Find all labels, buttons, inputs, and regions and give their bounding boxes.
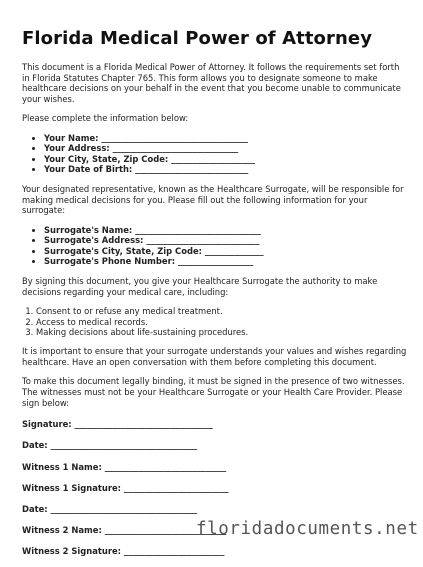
- witness-instructions-paragraph: To make this document legally binding, it must be signed in the presence of two witnesses. The witnesses must not be your Healthcare Surrogate or your Health Care Provider. Please sign below:: [22, 376, 405, 408]
- date-line: Date: ___________________________________: [22, 440, 198, 451]
- surrogate-name-field: • Surrogate's Name: ______________________________: [44, 225, 407, 235]
- surrogate-intro-paragraph: Your designated representative, known as the Healthcare Surrogate, will be responsible for making medical decisions for you. Please fill out the following information for your surrogate:: [22, 184, 404, 216]
- importance-paragraph: It is important to ensure that your surrogate understands your values and wishes regarding healthcare. Have an open conversation with them before completing this document.: [22, 346, 407, 367]
- authority-intro-paragraph: By signing this document, you give your Healthcare Surrogate the authority to make decisions regarding your medical care, including:: [22, 276, 378, 297]
- principal-dob-field: • Your Date of Birth: ___________________________: [44, 164, 407, 174]
- witness-1-name-line: Witness 1 Name: _____________________________: [22, 461, 227, 472]
- document-page: [22, 28, 407, 567]
- complete-prompt: Please complete the information below:: [22, 113, 189, 124]
- witness-2-name-line: Witness 2 Name: _____________________________: [22, 525, 227, 536]
- principal-address-field: • Your Address: ______________________________: [44, 143, 407, 153]
- witness-2-signature-line: Witness 2 Signature: ________________________: [22, 546, 225, 557]
- witness-date-line: Date: ___________________________________: [22, 503, 198, 514]
- signature-line: Signature: _________________________________: [22, 419, 213, 430]
- principal-city-field: • Your City, State, Zip Code: ____________________: [44, 154, 407, 164]
- authority-item: 3. Making decisions about life-sustaining procedures.: [36, 327, 407, 337]
- authority-item: 2. Access to medical records.: [36, 317, 407, 327]
- intro-paragraph: This document is a Florida Medical Power of Attorney. It follows the requirements set forth in Florida Statutes Chapter 765. This form allows you to designate someone to make healthcare decisions on your behalf in the event that you become unable to communicate your wishes.: [22, 62, 401, 104]
- authority-item: 1. Consent to or refuse any medical treatment.: [36, 306, 407, 316]
- witness-1-signature-line: Witness 1 Signature: _________________________: [22, 482, 229, 493]
- principal-fields-list: [22, 133, 407, 174]
- site-watermark: floridadocuments.net: [196, 519, 419, 539]
- surrogate-fields-list: [22, 225, 407, 266]
- surrogate-phone-field: • Surrogate's Phone Number: __________________: [44, 256, 407, 266]
- surrogate-city-field: • Surrogate's City, State, Zip Code: ______________: [44, 246, 407, 256]
- surrogate-address-field: • Surrogate's Address: ___________________________: [44, 235, 407, 245]
- principal-name-field: • Your Name: ___________________________________: [44, 133, 407, 143]
- document-title: Florida Medical Power of Attorney: [22, 28, 373, 49]
- authorities-list: [22, 306, 407, 337]
